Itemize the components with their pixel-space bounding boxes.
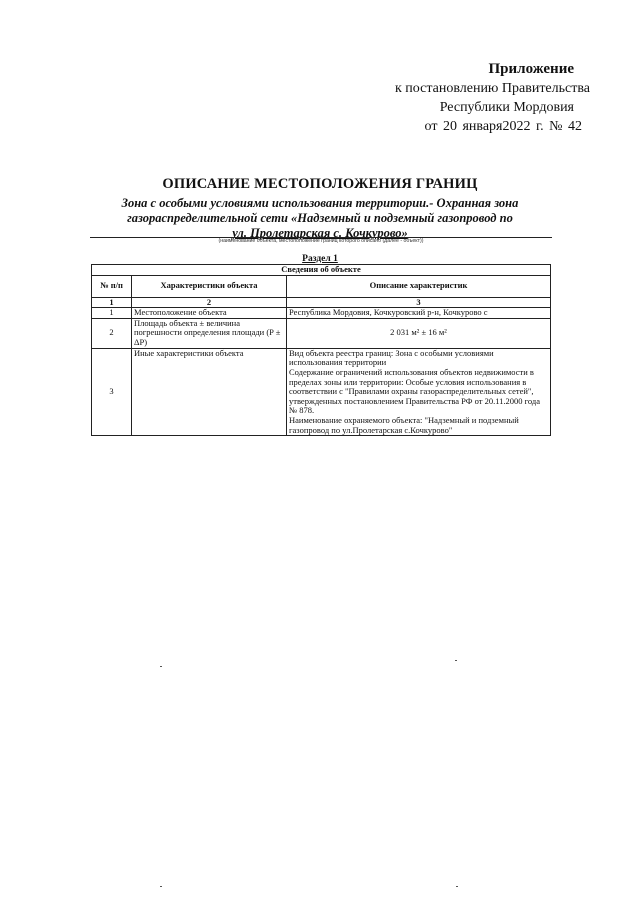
appendix-header: [395, 60, 590, 136]
table-group-header: Сведения об объекте: [92, 265, 551, 276]
colnum-2: 2: [132, 297, 287, 308]
appendix-title: Приложение: [488, 61, 574, 77]
row-3-desc-line-3: Наименование охраняемого объекта: "Надземный и подземный газопровод по ул.Пролетарская с.Кочкурово": [289, 414, 519, 435]
appendix-line-1: к постановлению Правительства: [394, 81, 590, 96]
appendix-line-2: Республики Мордовия: [439, 100, 574, 115]
row-1-characteristic: Местоположение объекта: [132, 308, 287, 319]
header-characteristic: Характеристики объекта: [132, 275, 287, 297]
object-info-table: [91, 264, 551, 436]
subtitle-line-1: Зона с особыми условиями использования территории.- Охранная зона: [121, 196, 519, 210]
table-group-header-row: [92, 265, 551, 276]
row-2-num: 2: [92, 318, 132, 348]
table-row: [92, 348, 551, 435]
table-row: [92, 318, 551, 348]
row-3-desc-line-1: Вид объекта реестра границ: Зона с особыми условиями использования территории: [289, 347, 494, 368]
document-subtitle: [90, 196, 550, 241]
row-2-description: 2 031 м² ± 16 м²: [287, 318, 551, 348]
row-3-description: [287, 348, 551, 435]
scan-speck: [455, 660, 457, 661]
colnum-1: 1: [92, 297, 132, 308]
subtitle-caption: (наименование объекта, местоположение границ которого описано (далее - объект)): [218, 238, 424, 244]
row-2-characteristic: Площадь объекта ± величина погрешности определения площади (P ± ΔP): [132, 318, 287, 348]
scan-speck: [160, 886, 162, 887]
subtitle-line-3: ул. Пролетарская с. Кочкурово»: [232, 226, 408, 240]
header-description: Описание характеристик: [287, 275, 551, 297]
table-row: [92, 308, 551, 319]
document-title: ОПИСАНИЕ МЕСТОПОЛОЖЕНИЯ ГРАНИЦ: [162, 176, 478, 192]
row-3-desc-line-2: Содержание ограничений использования объектов недвижимости в пределах зоны или территории: Особые условия использования в соответствии с "Правилами охраны газораспределительных сетей", утвержденных постановлением Правительства РФ от 20.11.2000 года № 878.: [289, 366, 541, 416]
scan-speck: [456, 886, 458, 887]
appendix-date-line: от 20 января2022 г. № 42: [424, 119, 582, 134]
row-1-num: 1: [92, 308, 132, 319]
section-heading: Раздел 1: [302, 254, 338, 264]
scan-speck: [160, 666, 162, 667]
header-num: № п/п: [92, 275, 132, 297]
colnum-3: 3: [287, 297, 551, 308]
row-3-num: 3: [92, 348, 132, 435]
row-1-description: Республика Мордовия, Кочкуровский р-н, Кочкурово с: [287, 308, 551, 319]
subtitle-line-2: газораспределительной сети «Надземный и подземный газопровод по: [127, 211, 513, 225]
table-colnum-row: [92, 297, 551, 308]
table-header-row: [92, 275, 551, 297]
row-3-characteristic: Иные характеристики объекта: [132, 348, 287, 435]
